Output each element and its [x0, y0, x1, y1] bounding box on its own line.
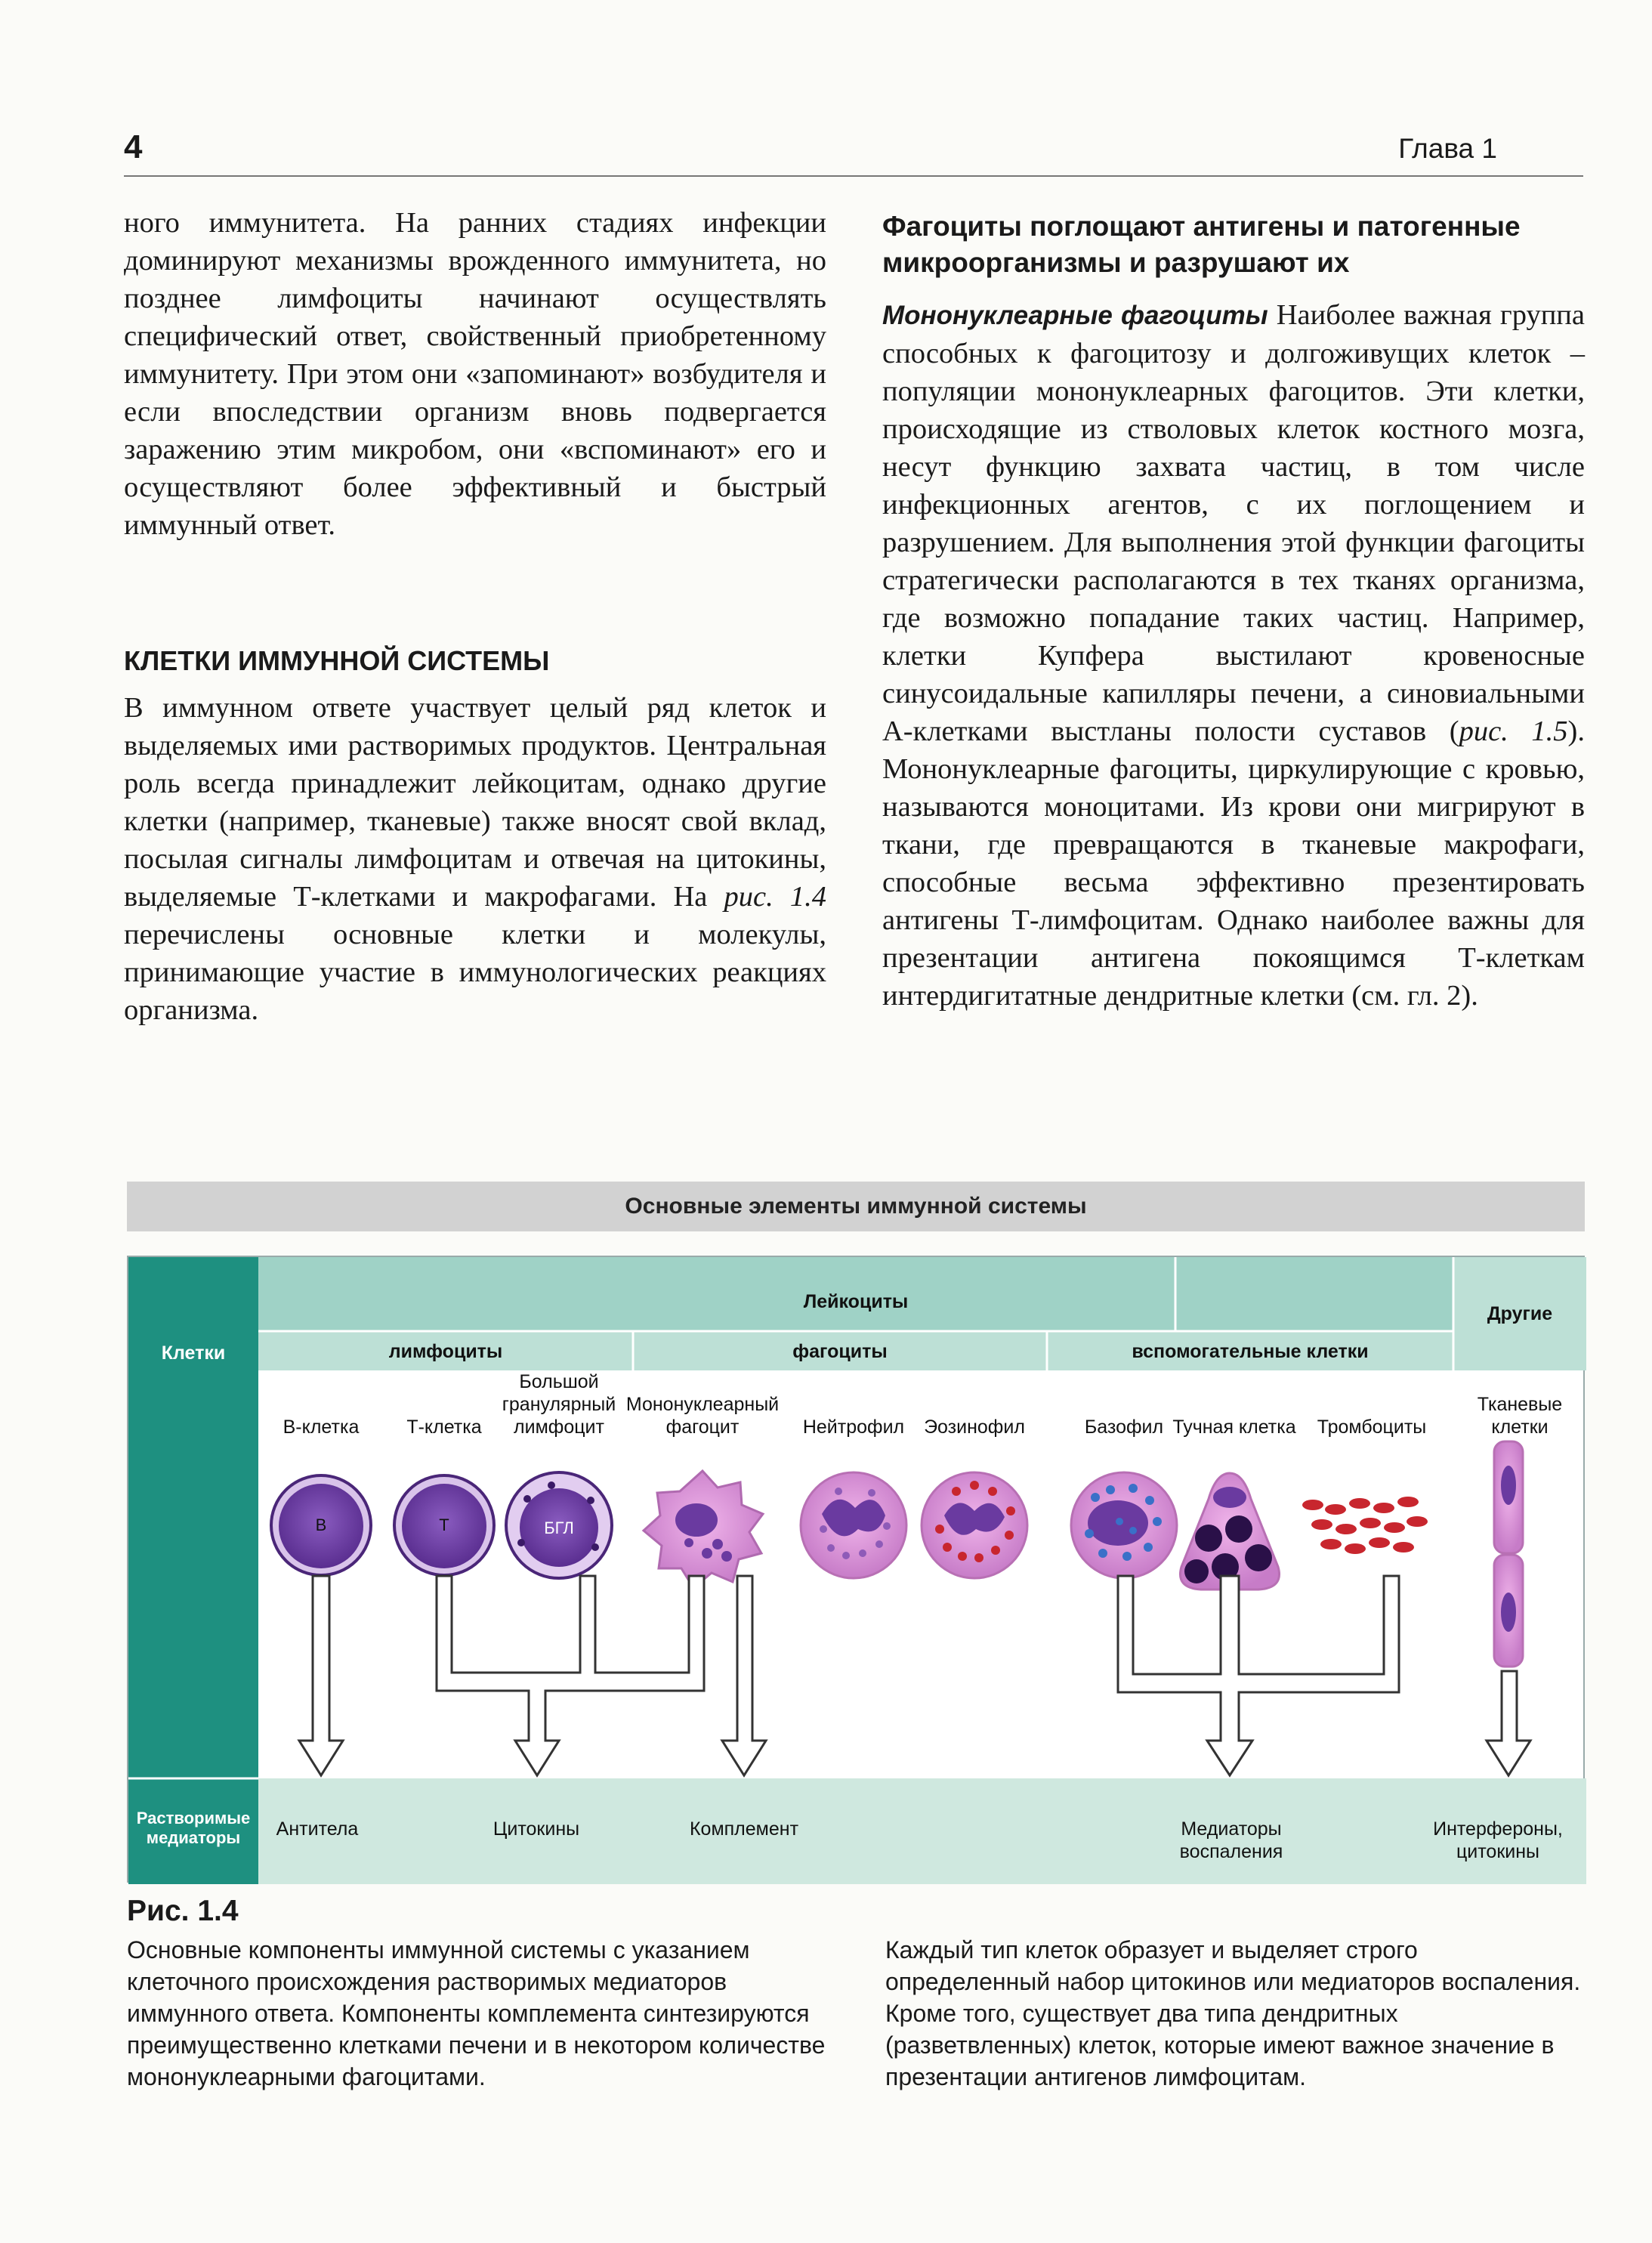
tissue-cells-icon — [1494, 1441, 1523, 1667]
arrows — [299, 1576, 1530, 1775]
group-other: Другие — [1487, 1303, 1553, 1324]
page-number: 4 — [124, 128, 143, 165]
platelets-icon — [1302, 1497, 1428, 1554]
mediator-complement: Комплемент — [689, 1818, 799, 1840]
paragraph: В иммунном ответе участвует целый ряд клеток и выделяемых ими растворимых продуктов. Центральная роль всегда принадлежит лейкоцитам, однако другие клетки (например, тканевые) также вносят свой вклад, посылая сигналы лимфоцитам и отвечая на цитокины, выделяемые Т-клетками и макрофагами. На рис. 1.4 перечислены основные клетки и молекулы, принимающие участие в иммунологических реакциях организма. — [124, 692, 826, 1026]
label-platelets: Тромбоциты — [1317, 1417, 1427, 1438]
label-tissue-cells: Тканевые клетки — [1477, 1394, 1563, 1438]
running-head: Глава 1 — [1398, 133, 1497, 164]
label-basophil: Базофил — [1084, 1417, 1164, 1438]
mediator-band — [258, 1778, 1586, 1884]
label-b-cell: В-клетка — [283, 1417, 360, 1438]
subsection-title: Фагоциты поглощают антигены и патогенные микроорганизмы и разрушают их — [882, 211, 1521, 278]
subgroup-lymphocytes: лимфоциты — [388, 1341, 503, 1362]
header-rule — [124, 175, 1583, 177]
section-title: КЛЕТКИ ИММУННОЙ СИСТЕМЫ — [124, 645, 550, 676]
paragraph: Мононуклеарные фагоциты Наиболее важная группа способных к фагоцитозу и долгоживущих клеток – популяции мононуклеарных фагоцитов. Эти клетки, происходящие из стволовых клеток костного мозга, несут функцию захвата частиц, в том числе инфекционных агентов, с их поглощением и разрушением. Для выполнения этой функции фагоциты стратегически располагаются в тех тканях организма, где возможно попадание таких частиц. Например, клетки Купфера выстилают кровеносные синусоидальные капилляры печени, а синовиальными А-клетками выстланы полости суставов (рис. 1.5). Мононуклеарные фагоциты, циркулирующие с кровью, называются моноцитами. Из крови они мигрируют в ткани, где превращаются в тканевые макрофаги, способные весьма эффективно презентировать антигены Т-лимфоцитам. Однако наиболее важны для презентации антигена покоящимся Т-клеткам интердигитатные дендритные клетки (см. гл. 2). — [882, 299, 1585, 1012]
label-neutrophil: Нейтрофил — [802, 1417, 905, 1438]
subgroup-phagocytes: фагоциты — [792, 1341, 888, 1362]
basophil-icon — [1071, 1472, 1177, 1578]
eosinophil-icon — [922, 1472, 1027, 1578]
group-leukocytes: Лейкоциты — [803, 1291, 909, 1312]
b-cell-letter: В — [315, 1515, 327, 1534]
t-cell-letter: Т — [439, 1515, 449, 1534]
right-column — [882, 296, 1585, 1015]
mast-cell-icon — [1180, 1473, 1279, 1590]
figure-reference[interactable]: рис. 1.5 — [1459, 715, 1568, 747]
left-column — [124, 204, 826, 544]
left-column-body — [124, 689, 826, 1029]
row-label-cells: Клетки — [161, 1342, 226, 1364]
immune-system-figure — [127, 1256, 1585, 1883]
monocyte-icon — [644, 1471, 763, 1588]
mediator-cytokines: Цитокины — [493, 1818, 580, 1840]
mediator-antibodies: Антитела — [276, 1818, 359, 1840]
mediator-interferons: Интерфероны, цитокины — [1433, 1818, 1563, 1862]
label-monocyte: Мононуклеарный фагоцит — [625, 1394, 780, 1438]
lgl-letter: БГЛ — [544, 1519, 574, 1537]
label-lgl: Большой гранулярный лимфоцит — [502, 1371, 616, 1438]
label-t-cell: Т-клетка — [406, 1417, 482, 1438]
figure-title: Основные элементы иммунной системы — [127, 1182, 1585, 1231]
label-eosinophil: Эозинофил — [924, 1417, 1025, 1438]
mediator-inflammatory: Медиаторы воспаления — [1179, 1818, 1283, 1862]
row-label-mediators: Растворимые медиаторы — [136, 1809, 251, 1847]
runin-title: Мононуклеарные фагоциты — [882, 301, 1268, 330]
figure-caption-left: Основные компоненты иммунной системы с указанием клеточного происхождения растворимых медиаторов иммунного ответа. Компоненты комплемента синтезируются преимущественно клетками печени и в некотором количестве мононуклеарными фагоцитами. — [127, 1936, 826, 2090]
figure-caption-label: Рис. 1.4 — [127, 1895, 239, 1927]
subgroup-auxiliary: вспомогательные клетки — [1132, 1341, 1369, 1362]
paragraph: ного иммунитета. На ранних стадиях инфекции доминируют механизмы врожденного иммунитета, но позднее лимфоциты начинают осуществлять специфический ответ, свойственный приобретенному иммунитету. При этом они «запоминают» возбудителя и если впоследствии организм вновь подвергается заражению этим микробом, они «вспоминают» его и осуществляют более эффективный и быстрый иммунный ответ. — [124, 207, 826, 541]
label-mast-cell: Тучная клетка — [1172, 1417, 1296, 1438]
figure-reference[interactable]: рис. 1.4 — [724, 881, 826, 913]
figure-caption-right: Каждый тип клеток образует и выделяет строго определенный набор цитокинов или медиаторов воспаления. Кроме того, существует два типа дендритных (разветвленных) клеток, которые имеют важное значение в презентации антигенов лимфоцитам. — [885, 1936, 1581, 2090]
neutrophil-icon — [801, 1472, 906, 1578]
